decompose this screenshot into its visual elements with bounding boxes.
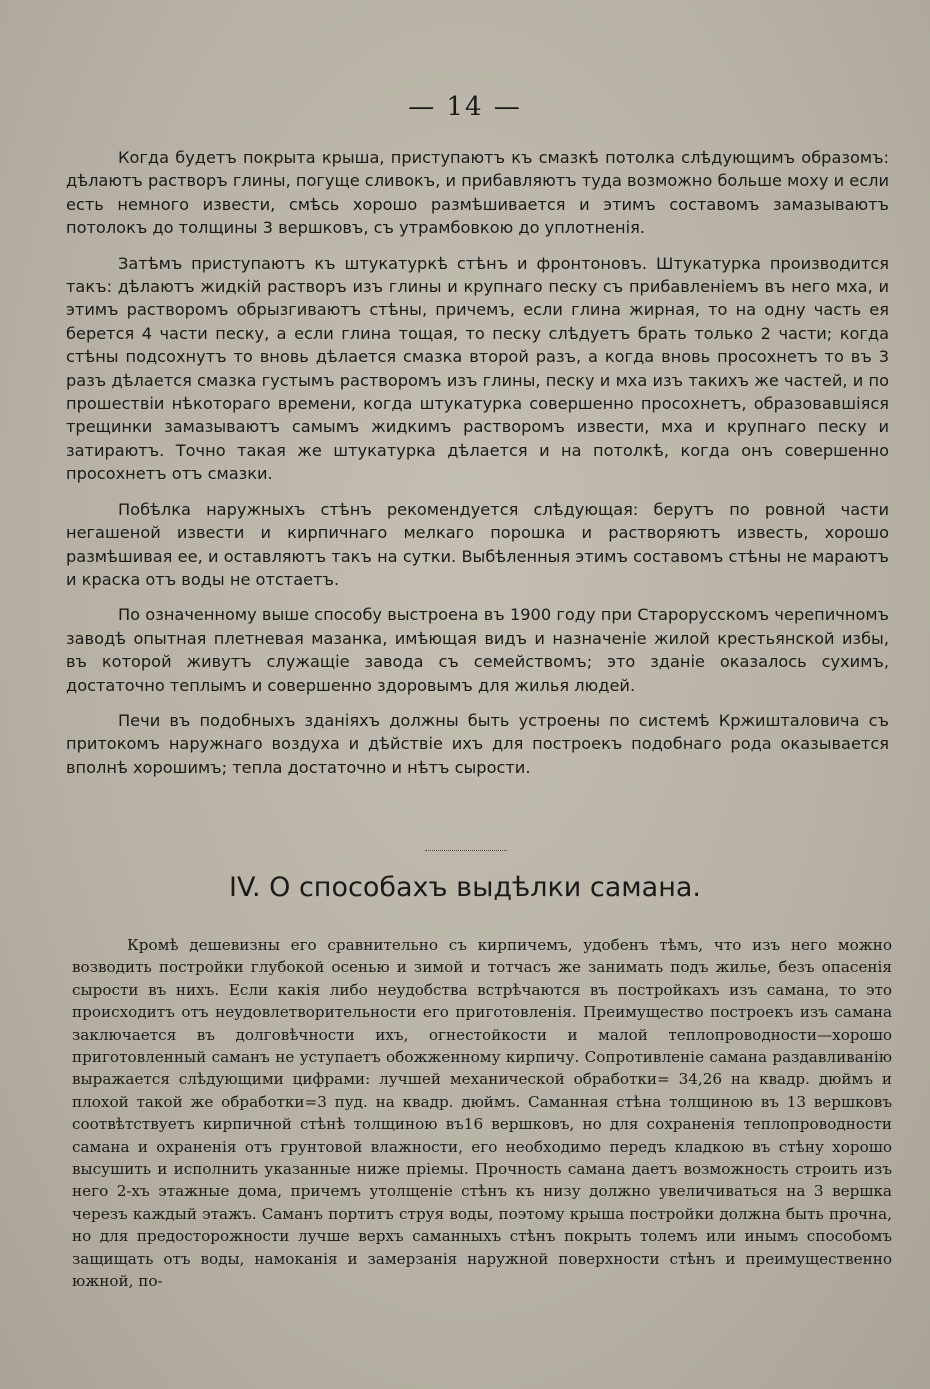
- paragraph-whitewash: Побѣлка наружныхъ стѣнъ рекомендуется слѣдующая: берутъ по ровной части негашеной извести и кирпичнаго мелкаго порошка и растворяютъ известь, хорошо размѣшивая ее, и оставляютъ такъ на сутки. Выбѣленныя этимъ составомъ стѣны не мараютъ и краска отъ воды не отстаетъ.: [66, 499, 889, 589]
- section-body: [72, 934, 892, 1293]
- paragraph-roof-coating: Когда будетъ покрыта крыша, приступаютъ къ смазкѣ потолка слѣдующимъ образомъ: дѣлаютъ растворъ глины, погуще сливокъ, и прибавляютъ туда возможно больше моху и если есть немного извести, смѣсь хорошо размѣшивается и этимъ составомъ замазываютъ потолокъ до толщины 3 вершковъ, съ утрамбовкою до уплотненія.: [66, 148, 889, 238]
- page-number: — 14 —: [408, 92, 522, 122]
- section-divider: [425, 850, 507, 857]
- body-text: [66, 146, 889, 791]
- paragraph-experimental-house: По означенному выше способу выстроена въ 1900 году при Старорусскомъ черепичномъ заводѣ опытная плетневая мазанка, имѣющая видъ и назначеніе жилой крестьянской избы, въ которой живутъ служащіе завода съ семействомъ; это зданіе оказалось сухимъ, достаточно теплымъ и совершенно здоровымъ для жилья людей.: [66, 605, 889, 695]
- paragraph-plastering: Затѣмъ приступаютъ къ штукатуркѣ стѣнъ и фронтоновъ. Штукатурка производится такъ: дѣлаютъ жидкій растворъ изъ глины и крупнаго песку съ прибавленіемъ въ него мха, и этимъ растворомъ обрызгиваютъ стѣны, причемъ, если глина жирная, то на одну часть ея берется 4 части песку, а если глина тощая, то песку слѣдуетъ брать только 2 части; когда стѣны подсохнутъ то вновь дѣлается смазка второй разъ, а когда вновь просохнетъ то въ 3 разъ дѣлается смазка густымъ растворомъ изъ глины, песку и мха изъ такихъ же частей, и по прошествіи нѣкотораго времени, когда штукатурка совершенно просохнетъ, образовавшіяся трещинки замазываютъ самымъ жидкимъ растворомъ извести, мха и крупнаго песку и затираютъ. Точно такая же штукатурка дѣлается и на потолкѣ, когда онъ совершенно просохнетъ отъ смазки.: [66, 253, 889, 484]
- paragraph-saman: Кромѣ дешевизны его сравнительно съ кирпичемъ, удобенъ тѣмъ, что изъ него можно возводить постройки глубокой осенью и зимой и тотчасъ же занимать подъ жилье, безъ опасенія сырости въ нихъ. Если какія либо неудобства встрѣчаются въ постройкахъ изъ самана, то это происходитъ отъ неудовлетворительности его приготовленія. Преимущество построекъ изъ самана заключается въ долговѣчности ихъ, огнестойкости и малой теплопроводности—хорошо приготовленный саманъ не уступаетъ обожженному кирпичу. Сопротивленіе самана раздавливанію выражается слѣдующими цифрами: лучшей механической обработки= 34,26 на квадр. дюймъ и плохой такой же обработки=3 пуд. на квадр. дюймъ. Саманная стѣна толщиною въ 13 вершковъ соотвѣтствуетъ кирпичной стѣнѣ толщиною въ16 вершковъ, но для сохраненія теплопроводности самана и охраненія отъ грунтовой влажности, его необходимо передъ кладкою въ стѣну хорошо высушить и исполнить указанные ниже пріемы. Прочность самана даетъ возможность строить изъ него 2-хъ этажные дома, причемъ утолщеніе стѣнъ къ низу должно увеличиваться на 3 вершка черезъ каждый этажъ. Саманъ портитъ струя воды, поэтому крыша постройки должна быть прочна, но для предосторожности лучше верхъ саманныхъ стѣнъ покрыть толемъ или инымъ способомъ защищать отъ воды, намоканія и замерзанія наружной поверхности стѣнъ и преимущественно южной, по-: [72, 936, 892, 1291]
- paragraph-stoves: Печи въ подобныхъ зданіяхъ должны быть устроены по системѣ Кржишталовича съ притокомъ наружнаго воздуха и дѣйствіе ихъ для построекъ подобнаго рода оказывается вполнѣ хорошимъ; тепла достаточно и нѣтъ сырости.: [66, 710, 889, 777]
- section-heading: IV. О способахъ выдѣлки самана.: [229, 872, 701, 903]
